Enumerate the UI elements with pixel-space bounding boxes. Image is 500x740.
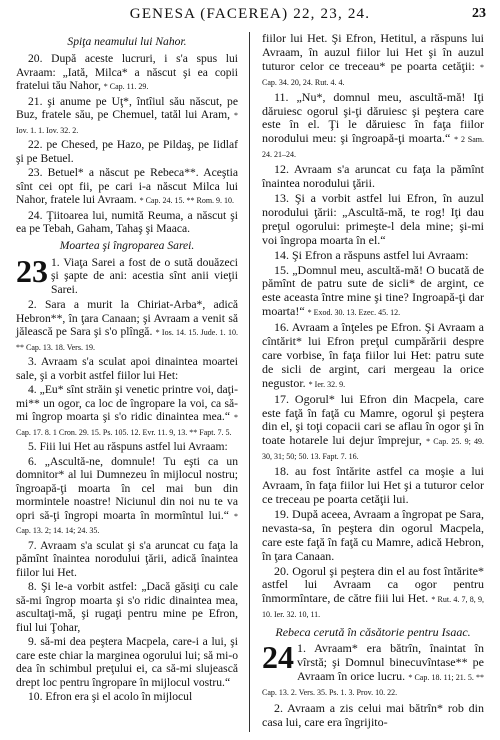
verse-text: 18. au fost întărite astfel ca moşie a lui Avraam, în faţa fiilor lui Het şi a tuturor celor ce treceau pe poarta cetăţii lui. (262, 464, 484, 506)
verse-text: 20. După aceste lucruri, i s'a spus lui Avraam: „Iată, Milca* a născut şi ea copii fratelui tău Nahor, (16, 52, 238, 92)
verse-continuation (262, 32, 484, 90)
cross-reference: * Cap. 13. 2; 14. 14; 24. 35. (16, 511, 238, 535)
verse-text: 8. Şi le-a vorbit astfel: „Dacă găsiţi cu cale să-mi îngrop moarta şi s'o ridic dinaintea mea, ascultaţi-mă, şi rugaţi pentru mine pe Efron, fiul lui Ţohar, (16, 580, 238, 634)
verse (16, 455, 238, 538)
verse (262, 192, 484, 248)
verse (262, 91, 484, 163)
chapter-start (16, 256, 238, 298)
verse (16, 166, 238, 208)
verse-text: 23. Betuel* a născut pe Rebeca**. Aceştia sînt cei opt fii, pe cari i-a născut Milca lui Nahor, fratele lui Avraam. (16, 166, 238, 206)
verse-text: 16. Avraam a înţeles pe Efron. Şi Avraam a cîntărit* lui Efron preţul cumpărării despre care vorbise, în faţa fiilor lui Het: patru sute de sicli de argint, cari mergeau la orice negustor. (262, 320, 484, 390)
verse-text: 14. Şi Efron a răspuns astfel lui Avraam: (274, 247, 469, 262)
verse (262, 702, 484, 730)
verse (16, 580, 238, 634)
cross-reference: * Cap. 18. 11; 21. 5. ** Cap. 13. 2. Vers. 35. Ps. 1. 3. Prov. 10. 22. (262, 672, 484, 697)
verse-text: 21. şi anume pe Uţ*, întîiul său născut, pe Buz, fratele său, pe Chemuel, tatăl lui Aram, (16, 94, 238, 121)
chapter-start (262, 642, 484, 701)
verse-text: 24. Ţiitoarea lui, numită Reuma, a născut şi ea pe Tebah, Gaham, Tahaş şi Maaca. (16, 208, 238, 235)
verse (16, 690, 238, 704)
cross-reference: * Ier. 32. 9. (308, 379, 346, 389)
verse (262, 249, 484, 263)
page-header (0, 6, 500, 28)
verse-text: 3. Avraam s'a sculat apoi dinaintea moartei sale, şi a vorbit astfel fiilor lui Het: (16, 355, 238, 382)
verse (262, 163, 484, 191)
section-heading: Spiţa neamului lui Nahor. (67, 35, 187, 48)
verse-text: 2. Avraam a zis celui mai bătrîn* rob din casa lui, care era îngrijito- (262, 700, 484, 729)
verse-text: 12. Avraam s'a aruncat cu faţa la pămînt înaintea norodului ţării. (262, 162, 484, 191)
verse (16, 52, 238, 94)
cross-reference: * 2 Sam. 24. 21–24. (262, 135, 485, 160)
verse-text: 1. Avraam* era bătrîn, înaintat în vîrstă; şi Domnul binecuvîntase** pe Avraam în orice lucru. (297, 642, 484, 683)
cross-reference: * Cap. 24. 15. ** Rom. 9. 10. (139, 196, 235, 205)
section-heading: Rebeca cerută în căsătorie pentru Isaac. (275, 625, 471, 640)
verse (262, 264, 484, 321)
verse (16, 138, 238, 165)
verse-text: 9. să-mi dea peştera Macpela, care-i a lui, şi care este chiar la marginea ogorului lui; să mi-o dea în schimbul preţului ei, ca să-mi slujească drept loc pentru îngropare în mijlocul vostru.“ (16, 635, 238, 689)
verse-text: 7. Avraam s'a sculat şi s'a aruncat cu faţa la pămînt înaintea norodului ţării, adică înaintea fiilor lui Het. (16, 538, 238, 579)
column-divider (249, 32, 250, 732)
verse-text: 17. Ogorul* lui Efron din Macpela, care este faţă în faţă cu Mamre, ogorul şi peştera din el, şi toţi copacii cari se aflau în ogor şi în toate hotarele lui dejur împrejur, (262, 391, 484, 448)
verse-text: 2. Sara a murit la Chiriat-Arba*, adică Hebron**, în ţara Canaan; şi Avraam a venit să jălească pe Sara şi s'o plîngă. (16, 298, 238, 338)
cross-reference: * Ios. 14. 15. Jude. 1. 10. ** Cap. 13. 18. Vers. 19. (16, 328, 238, 352)
verse (16, 298, 238, 354)
cross-reference: * Cap. 11. 29. (103, 82, 149, 91)
right-column (262, 32, 484, 731)
section-heading: Moartea şi îngroparea Sarei. (59, 238, 195, 252)
verse (262, 321, 484, 392)
verse-text: 11. „Nu*, domnul meu, ascultă-mă! Iţi dăruiesc ogorul şi-ţi dăruiesc şi peştera care este în el. Ţi le dăruiesc în faţa fiilor norodului meu: şi îngroapă-ţi moarta.“ (262, 89, 484, 146)
verse (16, 635, 238, 689)
verse (262, 393, 484, 465)
verse (262, 465, 484, 507)
cross-reference: * Rut. 4. 7, 8, 9, 10. Ier. 32. 10, 11. (262, 595, 485, 620)
cross-reference: * Iov. 1. 1. Iov. 32. 2. (16, 111, 238, 135)
cross-reference: * Cap. 25. 9; 49. 30, 31; 50; 50. 13. Fapt. 7. 16. (262, 437, 484, 462)
verse-text: fiilor lui Het. Şi Efron, Hetitul, a răspuns lui Avraam, în auzul fiilor lui Het şi în auzul tuturor celor ce treceau* pe poarta cetăţii: (262, 31, 484, 73)
verse (16, 383, 238, 439)
verse-text: 19. După aceea, Avraam a îngropat pe Sara, nevasta-sa, în peştera din ogorul Macpela, care este faţă în faţă cu Mamre, adică Hebron, în ţara Canaan. (262, 506, 484, 563)
verse-text: 6. „Ascultă-ne, domnule! Tu eşti ca un domnitor* al lui Dumnezeu în mijlocul nostru; îngroapă-ţi moarta în cel mai bun din mormintele noastre! Niciunul din noi nu te va opri să-ţi îngropi moarta în mormîntul lui.“ (16, 454, 238, 522)
verse (16, 355, 238, 382)
running-head: GENESA (FACEREA) 22, 23, 24. (129, 6, 371, 22)
verse-text: 20. Ogorul şi peştera din el au fost întărite* astfel lui Avraam ca ogor pentru înmormîntare, de către fiii lui Het. (262, 563, 484, 606)
verse-text: 13. Şi a vorbit astfel lui Efron, în auzul norodului ţării: „Ascultă-mă, te rog! Iţi dau preţul ogorului: primeşte-l dela mine; şi-mi voi îngropa moarta în el.“ (262, 190, 484, 247)
verse-text: 15. „Domnul meu, ascultă-mă! O bucată de pămînt de patru sute de sicli* de argint, ce este aceasta între mine şi tine? Ingroapă-ţi dar moarta!“ (262, 262, 484, 319)
verse-text: 5. Fiii lui Het au răspuns astfel lui Avraam: (28, 440, 228, 453)
chapter-number: 23 (16, 255, 48, 289)
verse (16, 539, 238, 580)
chapter-number: 24 (262, 642, 294, 676)
verse-text: 10. Efron era şi el acolo în mijlocul (28, 690, 193, 703)
verse-text: 22. pe Chesed, pe Hazo, pe Pildaş, pe Iidlaf şi pe Betuel. (16, 138, 238, 165)
verse (262, 565, 484, 623)
verse (16, 440, 238, 454)
left-column (16, 32, 238, 705)
page-number: 23 (472, 6, 486, 21)
verse (16, 95, 238, 138)
cross-reference: * Cap. 34. 20, 24. Rut. 4. 4. (262, 62, 485, 87)
cross-reference: * Cap. 17. 8. 1 Cron. 29. 15. Ps. 105. 12. Evr. 11. 9, 13. ** Fapt. 7. 5. (16, 413, 238, 437)
cross-reference: * Exod. 30. 13. Ezec. 45. 12. (307, 308, 401, 318)
verse (262, 508, 484, 564)
verse (16, 256, 238, 297)
verse (16, 209, 238, 236)
verse-text: 1. Viaţa Sarei a fost de o sută douăzeci şi şapte de ani: acestia sînt anii vieţii Sarei. (51, 255, 238, 296)
verse (262, 642, 484, 700)
verse-text: 4. „Eu* sînt străin şi venetic printre voi, daţi-mi** un ogor, ca loc de îngropare la voi, ca să-mi îngrop moarta şi s'o ridic dinaintea mea.“ (16, 383, 238, 423)
